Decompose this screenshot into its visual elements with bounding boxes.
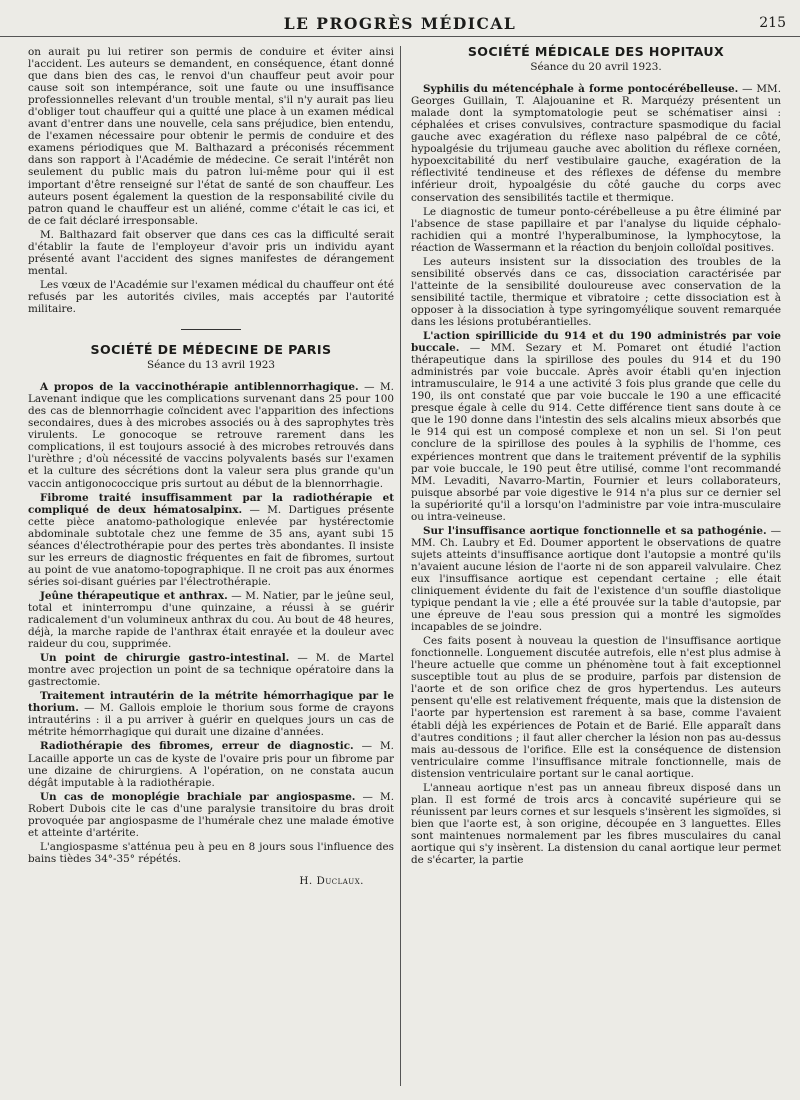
article-title: Traitement intrautérin de la métrite hémorrhagique par le thorium.	[28, 690, 394, 715]
article-body: — MM. Sezary et M. Pomaret ont étudié l'action thérapeutique dans la spirillose des poules du 914 et du 190 administrés par voie buccale. Après avoir établi qu'en injection intramusculaire, le 914 a une activité 3 fois plus grande que celle du 190, ils ont constaté que par voie buccale le 190 a une efficacité presque égale à celle du 914. Cette différence tient sans doute à ce que le 190 donne dans l'intestin des sels alcalins mieux absorbés que le 914 qui est un composé complexe et non un sel. Si l'on peut conclure de la spirillose des poules à la syphilis de l'homme, ces expériences montrent que dans le traitement préventif de la syphilis par voie buccale, le 190 peut être utilisé, comme l'ont recommandé MM. Levaditi, Navarro-Martin, Fournier et leurs collaborateurs, puisque absorbé par voie digestive le 914 n'a plus sur ce dernier sel la supériorité qu'il a lorsqu'on l'administre par voie intra-musculaire ou intra-veineuse.	[411, 342, 781, 523]
left-column	[28, 46, 394, 887]
article-title: Radiothérapie des fibromes, erreur de diagnostic.	[40, 740, 354, 753]
article-title: Syphilis du métencéphale à forme pontocérébelleuse.	[423, 83, 739, 96]
running-header	[0, 10, 800, 37]
article	[411, 525, 781, 633]
paragraph: L'angiospasme s'atténua peu à peu en 8 jours sous l'influence des bains tièdes 34°-35° répétés.	[28, 840, 394, 865]
paragraph: Les auteurs insistent sur la dissociation des troubles de la sensibilité observés dans ce cas, dissociation caractérisée par l'atteinte de la sensibilité douloureuse avec conservation de la sensibilité tactile, thermique et vibratoire ; cette dissociation est à opposer à la dissociation à type syringomyélique souvent remarquée dans les lésions protubérantielles.	[411, 255, 781, 328]
article	[28, 690, 394, 738]
article	[28, 381, 394, 489]
article-title: Sur l'insuffisance aortique fonctionnelle et sa pathogénie.	[423, 524, 767, 537]
paragraph: Le diagnostic de tumeur ponto-cérébelleuse a pu être éliminé par l'absence de stase papillaire et par l'analyse du liquide céphalo-rachidien qui a montré l'hyperalbuminose, la lymphocytose, la réaction de Wassermann et la réaction du benjoin colloïdal positives.	[411, 205, 781, 254]
session-date: Séance du 13 avril 1923	[146, 359, 276, 372]
article-body: — M. Lavenant indique que les complications survenant dans 25 pour 100 des cas de blennorrhagie coïncident avec l'apparition des infections secondaires, dues à des microbes associés ou à des saprophytes très virulents. Le gonocoque se retrouve rarement dans les complications, il est toujours associé à des microbes retrouvés dans l'urèthre ; d'où nécessité de vaccins polyvalents basés sur l'examen et la culture des sécrétions dont la valeur sera plus grande qu'un vaccin antigonococcique pris surtout au début de la blennorrhagie.	[28, 381, 394, 490]
section-title: SOCIÉTÉ MÉDICALE DES HOPITAUX	[467, 44, 725, 59]
article-title: Un cas de monoplégie brachiale par angiospasme.	[40, 790, 356, 803]
article	[28, 652, 394, 688]
paragraph: Ces faits posent à nouveau la question de l'insuffisance aortique fonctionnelle. Longuement discutée autrefois, elle n'est plus admise à l'heure actuelle que comme un phénomène tout à fait exceptionnel susceptible tout au plus de se produire, parfois par distension de l'aorte et de son orifice chez de gros hypertendus. Les auteurs pensent qu'elle est relativement fréquente, mais que la distension de l'aorte par hypertension est rarement à sa base, comme l'avaient établi déjà les expériences de Potain et de Barié. Elle apparaît dans d'autres conditions ; il faut aller chercher la lésion non pas au-dessus mais au-dessous de l'orifice. Elle est la conséquence de distension ventriculaire comme l'insuffisance mitrale fonctionnelle, mais de distension ventriculaire portant sur le canal aortique.	[411, 635, 781, 780]
article-title: Fibrome traité insuffisamment par la radiothérapie et compliqué de deux hématosalpinx.	[28, 491, 394, 516]
article	[411, 83, 781, 203]
section-title: SOCIÉTÉ DE MÉDECINE DE PARIS	[90, 342, 332, 358]
page-number: 215	[759, 15, 786, 31]
article-body: — MM. Ch. Laubry et Ed. Doumer apportent le observations de quatre sujets atteints d'insuffisance aortique dont l'autopsie a montré qu'ils n'avaient aucune lésion de l'aorte ni de son appareil valvulaire. Chez eux l'insuffisance aortique est cependant certaine ; elle était cliniquement évidente du fait de l'existence d'un souffle diastolique typique pendant la vie ; elle a été prouvée sur la table d'autopsie, par une épreuve de l'eau sous pression qui a montré les sigmoïdes incapables de se joindre.	[411, 524, 781, 634]
article-body: — M. Lacaille apporte un cas de kyste de l'ovaire pris pour un fibrome par une dizaine de chirurgiens. A l'opération, on ne constata aucun dégât imputable à la radiothérapie.	[28, 740, 394, 789]
article-body: — M. Robert Dubois cite le cas d'une paralysie transitoire du bras droit provoquée par angiospasme de l'humérale chez une malade émotive et atteinte d'artérite.	[28, 790, 394, 839]
article-title: L'action spirillicide du 914 et du 190 administrés par voie buccale.	[411, 330, 781, 355]
article-body: — M. Dartigues présente cette pièce anatomo-pathologique enlevée par hystérectomie abdominale subtotale chez une femme de 35 ans, ayant subi 15 séances d'électrothérapie pour des pertes très abondantes. Il insiste sur les erreurs de diagnostic fréquentes en fait de fibromes, surtout au point de vue anatomo-topographique. Il ne croit pas aux énormes séries soi-disant guéries par l'électrothérapie.	[28, 503, 394, 588]
signature: H. Duclaux.	[299, 874, 364, 887]
column-rule	[400, 46, 401, 1086]
paragraph: L'anneau aortique n'est pas un anneau fibreux disposé dans un plan. Il est formé de trois arcs à concavité supérieure qui se réunissent par leurs cornes et sur lesquels s'insèrent les sigmoïdes, si bien que l'aorte est, à son origine, découpée en 3 languettes. Elles sont maintenues normalement par les fibres musculaires du canal aortique qui s'y insèrent. La distension du canal aortique leur permet de s'écarter, la partie	[411, 781, 781, 867]
article-body: — M. Natier, par le jeûne seul, total et ininterrompu d'une quinzaine, a réussi à se guérir radicalement d'un volumineux anthrax du cou. Au bout de 48 heures, déjà, la marche rapide de l'anthrax était enrayée et la douleur avec raideur du cou, supprimée.	[28, 589, 394, 651]
article	[28, 791, 394, 839]
article-title: Jeûne thérapeutique et anthrax.	[40, 589, 228, 602]
article-body: — M. Gallois emploie le thorium sous forme de crayons intrautérins : il a pu arriver à guérir en quelques jours un cas de métrite hémorrhagique qui durait une dizaine d'années.	[28, 702, 394, 739]
paragraph: M. Balthazard fait observer que dans ces cas la difficulté serait d'établir la faute de l'employeur d'avoir pris un individu ayant présenté avant l'accident des signes manifestes de dérangement mental.	[28, 228, 394, 277]
article	[411, 330, 781, 523]
paragraph: on aurait pu lui retirer son permis de conduire et éviter ainsi l'accident. Les auteurs se demandent, en conséquence, étant donné que dans bien des cas, le renvoi d'un chauffeur peut avoir pour cause soit son intempérance, soit une faute ou une insuffisance professionnelles relevant d'un trouble mental, s'il n'y aurait pas lieu d'obliger tout chauffeur qui a quitté une place à un examen médical avant d'entrer dans une nouvelle, cela sans préjudice, bien entendu, de l'examen nécessaire pour obtenir le permis de conduire et des examens périodiques que M. Balthazard a préconisés récemment dans son rapport à l'Académie de médecine. Ce serait l'intérêt non seulement du public mais du patron lui-même pour qui il est important d'être renseigné sur l'état de santé de son chauffeur. Les auteurs posent également la question de la responsabilité civile du patron quand le chauffeur est un aliéné, comme c'était le cas ici, et de ce fait déclaré irresponsable.	[28, 46, 394, 227]
session-date: Séance du 20 avril 1923.	[530, 61, 662, 74]
article	[28, 590, 394, 650]
right-column	[411, 46, 781, 868]
section-divider	[181, 329, 241, 330]
journal-title: LE PROGRÈS MÉDICAL	[283, 14, 517, 33]
article-title: Un point de chirurgie gastro-intestinal.	[40, 652, 290, 665]
article-body: — MM. Georges Guillain, T. Alajouanine et R. Marquézy présentent un malade dont la symptomatologie peut se schématiser ainsi : céphalées et crises convulsives, contracture spasmodique du facial gauche avec exagération du réflexe naso palpébral de ce côté, hypoalgésie du trijumeau gauche avec abolition du réflexe cornéen, hypoexcitabilité du nerf vestibulaire gauche, exagération de la réflectivité tendineuse et des réflexes de défense du membre inférieur droit, hypoalgésie du côté gauche du corps avec conservation des sensibilités tactile et thermique.	[411, 83, 782, 204]
article	[28, 740, 394, 788]
article	[28, 492, 394, 588]
paragraph: Les vœux de l'Académie sur l'examen médical du chauffeur ont été refusés par les autorités civiles, mais acceptés par l'autorité militaire.	[28, 278, 394, 315]
article-body: — M. de Martel montre avec projection un point de sa technique opératoire dans la gastrectomie.	[28, 652, 395, 689]
article-title: A propos de la vaccinothérapie antiblennorrhagique.	[40, 381, 359, 394]
